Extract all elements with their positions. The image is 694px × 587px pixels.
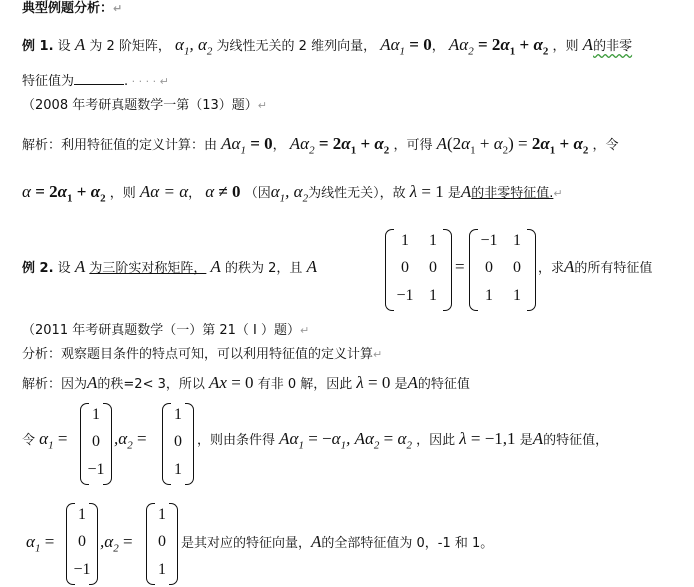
example-1-line-1: 例 1. 设 A 为 2 阶矩阵， $\alpha_1$, $\alpha_2$ 为线性无关的 2 维列向量， $A\alpha_1 = 0$， $A\alpha_2 = 2\alpha_1 + \alpha_2$ ，则 A的非零 [22,35,633,58]
solution-2-line: 解析：因为A的秩=2< 3，所以 Ax = 0 有非 0 解，因此 λ = 0 是A的特征值 [22,373,470,392]
solution-4-alpha2: $,\alpha_2$ = [100,532,133,555]
vector-alpha-2-final: 1 0 1 [146,503,178,585]
source-2: （2011 年考研真题数学（一）第 21（ I ）题）↵ [22,323,310,338]
example-2-question: ，求A的所有特征值 [538,257,653,276]
lhs-matrix: 1 1 0 0 −1 1 [385,229,452,311]
answer-blank [74,72,124,85]
vector-alpha-1: 1 0 −1 [80,403,112,485]
analysis-line: 分析：观察题目条件的特点可知，可以利用特征值的定义计算↵ [22,347,383,362]
solution-3-let: 令 $\alpha_1$ = [22,429,68,452]
solution-3-text: ，则由条件得 $A\alpha_1 = -\alpha_1$, $A\alpha_2 = \alpha_2$ ，因此 λ = −1,1 是A的特征值， [197,429,609,452]
solution-4-alpha1: $\alpha_1$ = [26,532,55,555]
rhs-matrix: −1 1 0 0 1 1 [469,229,536,311]
vector-alpha-1-final: 1 0 −1 [66,503,98,585]
solution-1-line-2: $\alpha = 2\alpha_1 + \alpha_2$ ，则 Aα = α， α ≠ 0 （因$\alpha_1$, $\alpha_2$为线性无关），故 λ = 1 是A的非零特征值.↵ [22,182,563,205]
vector-alpha-2: 1 0 1 [162,403,194,485]
solution-4-text: 是其对应的特征向量，A的全部特征值为 0，-1 和 1。 [181,532,494,551]
solution-3-alpha2: $,\alpha_2$ = [114,429,147,452]
example-1-line-2: 特征值为 . · · · · ↵ [22,74,169,89]
solution-1-line-1: 解析：利用特征值的定义计算：由 $A\alpha_1 = 0$， $A\alpha_2 = 2\alpha_1 + \alpha_2$ ，可得 $A(2\alpha_1 + \alpha_2) = 2\alpha_1 + \alpha_2$ ，令 [22,134,619,157]
source-1: （2008 年考研真题数学一第（13）题）↵ [22,98,267,113]
equals-sign: = [455,257,465,276]
example-2-text: 例 2. 设 A 为三阶实对称矩阵， A 的秩为 2，且 A [22,257,317,276]
section-heading: 典型例题分析：↵ [22,1,123,16]
